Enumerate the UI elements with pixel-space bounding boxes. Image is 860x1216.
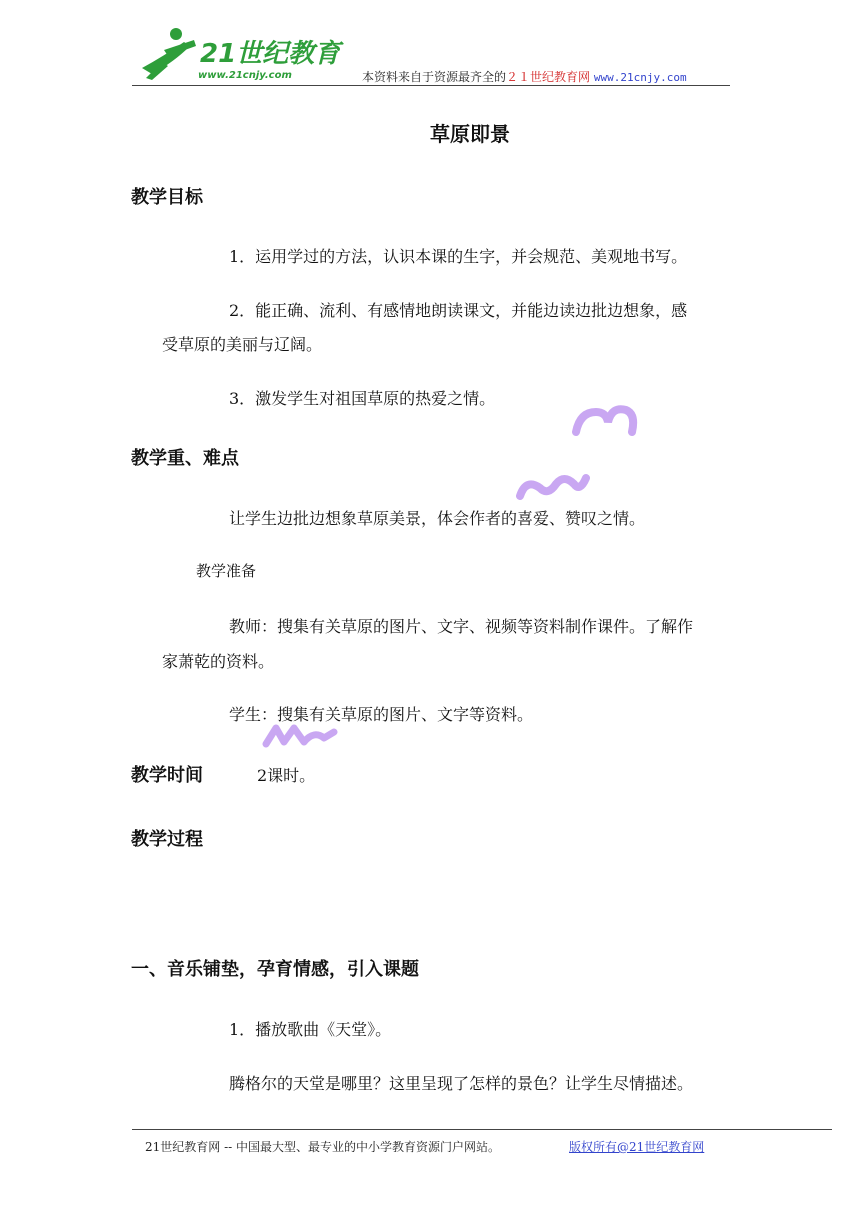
watermark-squiggle	[514, 470, 590, 500]
document-title: 草原即景	[430, 122, 510, 146]
header-url: www.21cnjy.com	[593, 71, 687, 84]
watermark-squiggle	[262, 722, 342, 748]
key-points-text: 让学生边批边想象草原美景，体会作者的喜爱、赞叹之情。	[229, 509, 646, 528]
preparation-student: 学生：搜集有关草原的图片、文字等资料。	[229, 705, 534, 724]
objectives-heading: 教学目标	[131, 187, 203, 208]
section-1-heading: 一、音乐铺垫，孕育情感，引入课题	[131, 959, 419, 980]
objective-3: 3．激发学生对祖国草原的热爱之情。	[229, 389, 496, 408]
preparation-heading: 教学准备	[196, 562, 257, 580]
objective-2-cont: 受草原的美丽与辽阔。	[162, 335, 323, 354]
step-1: 1．播放歌曲《天堂》。	[229, 1020, 392, 1039]
watermark-squiggle	[570, 402, 640, 436]
copyright-link[interactable]: 版权所有@21世纪教育网	[569, 1140, 705, 1154]
preparation-teacher-cont: 家萧乾的资料。	[162, 652, 275, 671]
footer-text: 21世纪教育网 -- 中国最大型、最专业的中小学教育资源门户网站。	[145, 1140, 501, 1154]
site-logo	[134, 26, 344, 86]
header-site-name: ２１世纪教育网	[506, 70, 591, 84]
process-heading: 教学过程	[131, 829, 203, 850]
time-heading: 教学时间	[131, 765, 203, 786]
time-value: 2课时。	[257, 766, 316, 785]
objective-2: 2．能正确、流利、有感情地朗读课文，并能边读边批边想象，感	[229, 301, 688, 320]
header-divider	[132, 85, 730, 86]
step-1-text: 腾格尔的天堂是哪里？这里呈现了怎样的景色？让学生尽情描述。	[229, 1074, 694, 1093]
key-points-heading: 教学重、难点	[131, 448, 239, 469]
logo-url: www.21cnjy.com	[198, 70, 292, 81]
footer-divider	[132, 1129, 832, 1130]
preparation-teacher: 教师：搜集有关草原的图片、文字、视频等资料制作课件。了解作	[229, 617, 694, 636]
objective-1: 1．运用学过的方法，认识本课的生字，并会规范、美观地书写。	[229, 247, 688, 266]
logo-text: 21世纪教育	[200, 39, 341, 69]
header-note: 本资料来自于资源最齐全的２１世纪教育网 www.21cnjy.com	[362, 70, 687, 84]
